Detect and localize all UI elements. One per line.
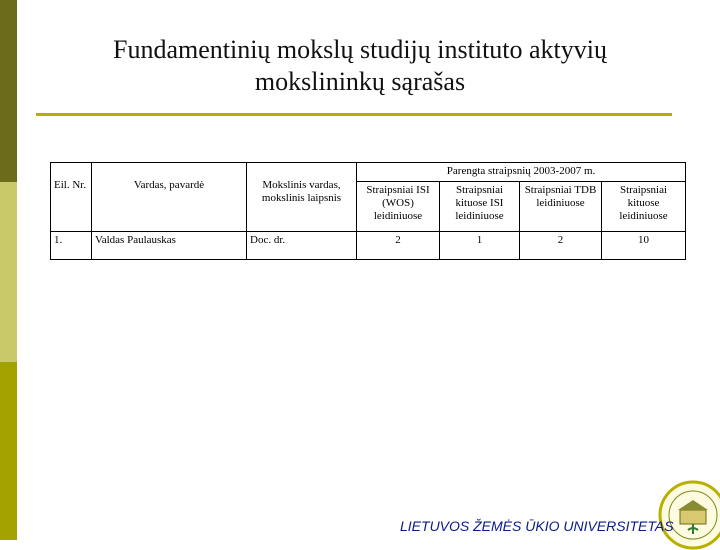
header-other-isi: Straipsniai kituose ISI leidiniuose [440,182,520,232]
slide-title [40,34,680,98]
cell-nr: 1. [51,232,92,260]
cell-tdb: 2 [520,232,602,260]
researchers-table [50,162,686,260]
sidebar-decoration [0,0,17,540]
header-nr: Eil. Nr. [51,163,92,232]
header-other: Straipsniai kituose leidiniuose [602,182,686,232]
header-isi-wos: Straipsniai ISI (WOS) leidiniuose [357,182,440,232]
header-group: Parengta straipsnių 2003-2007 m. [357,163,686,182]
sidebar-band-dark [0,0,17,182]
cell-isi-wos: 2 [357,232,440,260]
header-name: Vardas, pavardė [92,163,247,232]
cell-degree: Doc. dr. [247,232,357,260]
sidebar-band-light [0,182,17,362]
slide-title-line2: mokslininkų sąrašas [254,67,466,96]
title-underline [36,113,672,116]
table-header-row-1 [51,163,686,182]
table-row [51,232,686,260]
cell-name: Valdas Paulauskas [92,232,247,260]
cell-other: 10 [602,232,686,260]
header-tdb: Straipsniai TDB leidiniuose [520,182,602,232]
slide-title-line1: Fundamentinių mokslų studijų instituto aktyvių [112,35,607,64]
header-degree: Mokslinis vardas, mokslinis laipsnis [247,163,357,232]
cell-other-isi: 1 [440,232,520,260]
university-name: LIETUVOS ŽEMĖS ŪKIO UNIVERSITETAS [400,518,674,534]
sidebar-band-olive [0,362,17,540]
